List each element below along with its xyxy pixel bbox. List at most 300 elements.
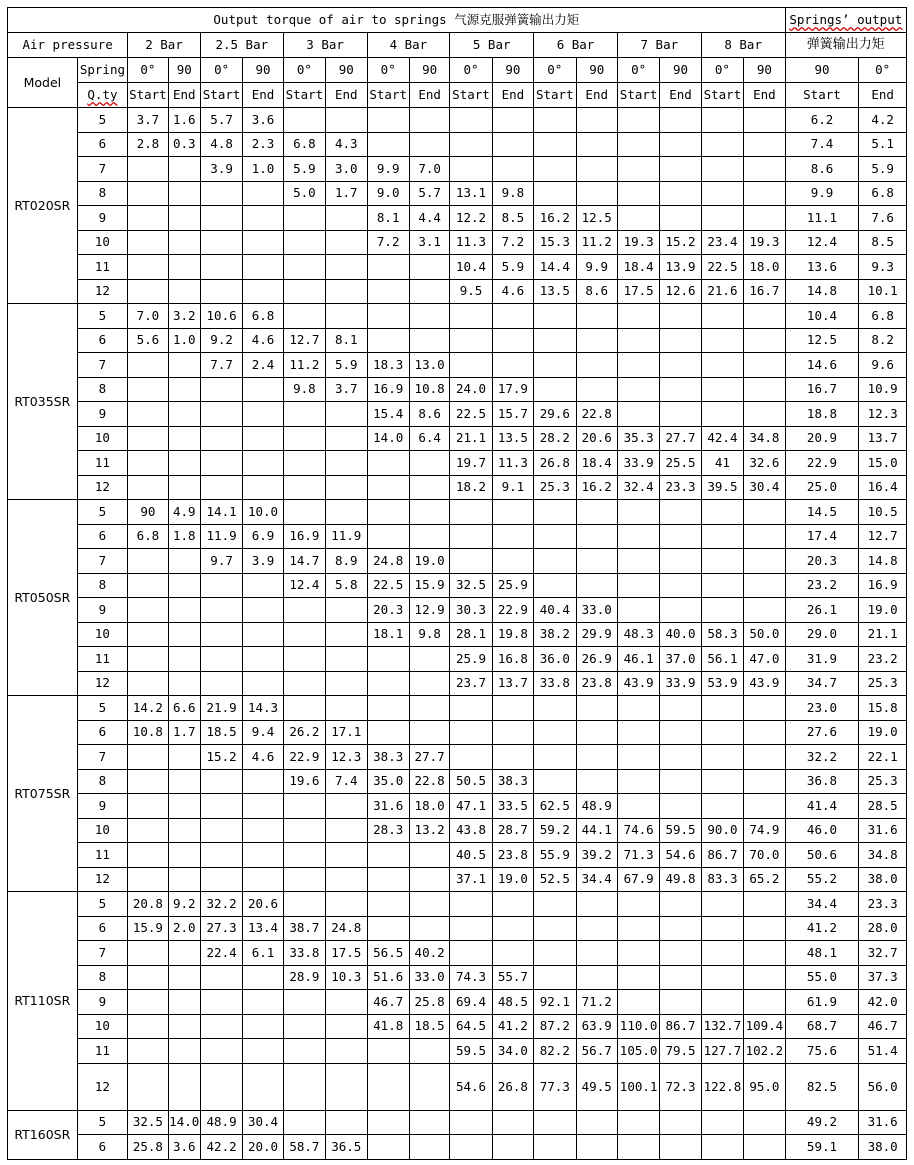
- torque-cell: 23.4: [701, 230, 743, 255]
- torque-cell: 26.8: [492, 1063, 533, 1110]
- torque-cell: [617, 500, 659, 525]
- torque-cell: 13.6: [785, 255, 859, 280]
- torque-cell: 16.8: [492, 647, 533, 672]
- torque-cell: [243, 402, 283, 427]
- torque-cell: 4.8: [200, 132, 242, 157]
- torque-cell: 22.8: [409, 769, 449, 794]
- torque-cell: [200, 990, 242, 1015]
- spring-qty-cell: 6: [77, 720, 128, 745]
- deg90-header: 90: [243, 58, 283, 83]
- torque-cell: 6.6: [168, 696, 200, 721]
- torque-cell: [450, 328, 492, 353]
- torque-cell: [168, 843, 200, 868]
- torque-cell: 14.0: [367, 426, 409, 451]
- torque-cell: 13.4: [243, 916, 283, 941]
- torque-cell: [534, 500, 576, 525]
- torque-cell: [243, 647, 283, 672]
- torque-cell: [534, 304, 576, 329]
- start-header: Start: [701, 83, 743, 108]
- torque-cell: [200, 671, 242, 696]
- torque-cell: [450, 892, 492, 917]
- torque-cell: 6.9: [243, 524, 283, 549]
- torque-cell: [617, 696, 659, 721]
- torque-cell: 29.0: [785, 622, 859, 647]
- torque-cell: 18.8: [785, 402, 859, 427]
- torque-cell: 67.9: [617, 867, 659, 892]
- torque-cell: 49.5: [576, 1063, 617, 1110]
- deg0-header: 0°: [200, 58, 242, 83]
- torque-cell: 3.0: [326, 157, 367, 182]
- torque-cell: [617, 745, 659, 770]
- torque-cell: [326, 230, 367, 255]
- torque-cell: 43.8: [450, 818, 492, 843]
- torque-cell: 34.4: [576, 867, 617, 892]
- torque-cell: [744, 892, 785, 917]
- torque-cell: [283, 451, 325, 476]
- table-row: [8, 255, 907, 280]
- torque-cell: 6.8: [283, 132, 325, 157]
- torque-cell: [243, 230, 283, 255]
- torque-cell: 11.1: [785, 206, 859, 231]
- torque-cell: 9.8: [409, 622, 449, 647]
- torque-cell: 12.5: [785, 328, 859, 353]
- table-row: [8, 328, 907, 353]
- table-row: [8, 353, 907, 378]
- torque-cell: 10.4: [450, 255, 492, 280]
- torque-cell: 33.8: [283, 941, 325, 966]
- torque-cell: [326, 255, 367, 280]
- torque-cell: [128, 426, 168, 451]
- torque-cell: 21.9: [200, 696, 242, 721]
- torque-cell: [168, 818, 200, 843]
- spring-deg-header: 90: [785, 58, 859, 83]
- torque-cell: [168, 353, 200, 378]
- torque-cell: 71.3: [617, 843, 659, 868]
- torque-cell: 19.0: [492, 867, 533, 892]
- end-header: End: [744, 83, 785, 108]
- torque-cell: 19.0: [409, 549, 449, 574]
- torque-cell: 16.9: [283, 524, 325, 549]
- torque-cell: [534, 720, 576, 745]
- torque-cell: [168, 1063, 200, 1110]
- torque-cell: [617, 573, 659, 598]
- torque-cell: [128, 867, 168, 892]
- torque-cell: 31.6: [859, 1110, 907, 1135]
- torque-cell: [168, 181, 200, 206]
- torque-cell: 42.2: [200, 1135, 242, 1160]
- torque-cell: [660, 402, 701, 427]
- torque-cell: 44.1: [576, 818, 617, 843]
- torque-cell: 29.6: [534, 402, 576, 427]
- torque-cell: 9.1: [492, 475, 533, 500]
- torque-cell: [744, 696, 785, 721]
- torque-cell: 90.0: [701, 818, 743, 843]
- torque-cell: [660, 794, 701, 819]
- torque-cell: 6.8: [859, 181, 907, 206]
- torque-cell: [492, 1110, 533, 1135]
- torque-cell: [128, 965, 168, 990]
- torque-cell: 10.1: [859, 279, 907, 304]
- torque-cell: [660, 206, 701, 231]
- torque-cell: [617, 916, 659, 941]
- torque-cell: [326, 843, 367, 868]
- spring-qty-cell: 10: [77, 426, 128, 451]
- torque-cell: [200, 181, 242, 206]
- torque-cell: [744, 965, 785, 990]
- table-row: [8, 622, 907, 647]
- torque-cell: 26.8: [534, 451, 576, 476]
- torque-cell: 11.9: [326, 524, 367, 549]
- torque-cell: 64.5: [450, 1014, 492, 1039]
- torque-cell: [128, 843, 168, 868]
- torque-cell: 48.5: [492, 990, 533, 1015]
- torque-cell: [617, 524, 659, 549]
- torque-cell: 22.5: [701, 255, 743, 280]
- torque-cell: 36.8: [785, 769, 859, 794]
- torque-cell: 12.5: [576, 206, 617, 231]
- torque-cell: [534, 745, 576, 770]
- torque-cell: [701, 916, 743, 941]
- spring-qty-cell: 6: [77, 916, 128, 941]
- torque-cell: [409, 475, 449, 500]
- torque-cell: [701, 1135, 743, 1160]
- torque-cell: 8.1: [367, 206, 409, 231]
- torque-cell: 40.0: [660, 622, 701, 647]
- torque-cell: [367, 1063, 409, 1110]
- torque-cell: 30.4: [744, 475, 785, 500]
- torque-cell: [367, 1110, 409, 1135]
- torque-cell: 22.9: [785, 451, 859, 476]
- torque-cell: 1.7: [326, 181, 367, 206]
- torque-cell: [168, 279, 200, 304]
- table-row: [8, 475, 907, 500]
- torque-cell: [660, 916, 701, 941]
- torque-cell: [200, 867, 242, 892]
- torque-cell: [744, 916, 785, 941]
- torque-cell: 8.5: [492, 206, 533, 231]
- torque-cell: [200, 647, 242, 672]
- torque-cell: 12.9: [409, 598, 449, 623]
- torque-cell: [243, 990, 283, 1015]
- torque-cell: [744, 794, 785, 819]
- torque-cell: [243, 671, 283, 696]
- torque-cell: 25.0: [785, 475, 859, 500]
- torque-cell: [660, 965, 701, 990]
- spring-qty-cell: 9: [77, 794, 128, 819]
- torque-cell: [576, 524, 617, 549]
- torque-cell: [744, 108, 785, 133]
- torque-cell: 12.2: [450, 206, 492, 231]
- torque-cell: [367, 132, 409, 157]
- torque-cell: 9.9: [576, 255, 617, 280]
- torque-cell: 48.3: [617, 622, 659, 647]
- torque-cell: 38.0: [859, 1135, 907, 1160]
- torque-cell: [409, 1039, 449, 1064]
- torque-cell: [128, 671, 168, 696]
- torque-cell: 7.0: [409, 157, 449, 182]
- table-row: [8, 1014, 907, 1039]
- torque-cell: [701, 328, 743, 353]
- torque-cell: 36.5: [326, 1135, 367, 1160]
- torque-cell: [243, 377, 283, 402]
- end-header: End: [409, 83, 449, 108]
- torque-cell: 1.6: [168, 108, 200, 133]
- pressure-header: 5 Bar: [450, 33, 534, 58]
- torque-cell: 1.0: [243, 157, 283, 182]
- torque-cell: [534, 353, 576, 378]
- torque-cell: 2.4: [243, 353, 283, 378]
- torque-cell: [128, 598, 168, 623]
- torque-cell: [744, 402, 785, 427]
- torque-cell: [200, 1039, 242, 1064]
- torque-cell: 3.9: [200, 157, 242, 182]
- torque-cell: 28.5: [859, 794, 907, 819]
- torque-cell: [168, 451, 200, 476]
- torque-cell: 23.0: [785, 696, 859, 721]
- torque-cell: 17.5: [617, 279, 659, 304]
- torque-cell: 6.8: [128, 524, 168, 549]
- torque-cell: 19.7: [450, 451, 492, 476]
- torque-cell: 19.8: [492, 622, 533, 647]
- table-row: [8, 843, 907, 868]
- spring-qty-cell: 11: [77, 843, 128, 868]
- torque-cell: 28.1: [450, 622, 492, 647]
- torque-cell: [744, 573, 785, 598]
- torque-cell: 12.6: [660, 279, 701, 304]
- torque-cell: 54.6: [660, 843, 701, 868]
- torque-cell: 7.2: [367, 230, 409, 255]
- model-name: RT160SR: [8, 1110, 78, 1159]
- torque-cell: [283, 255, 325, 280]
- torque-cell: 6.1: [243, 941, 283, 966]
- torque-cell: [409, 892, 449, 917]
- torque-cell: [326, 794, 367, 819]
- torque-cell: [243, 255, 283, 280]
- table-row: [8, 108, 907, 133]
- torque-cell: 14.5: [785, 500, 859, 525]
- torque-cell: [660, 598, 701, 623]
- torque-cell: [701, 304, 743, 329]
- torque-cell: [744, 941, 785, 966]
- torque-cell: [701, 720, 743, 745]
- torque-cell: 15.9: [128, 916, 168, 941]
- model-name: RT075SR: [8, 696, 78, 892]
- torque-cell: 12.7: [859, 524, 907, 549]
- torque-cell: 5.9: [283, 157, 325, 182]
- torque-cell: [128, 622, 168, 647]
- torque-cell: [617, 157, 659, 182]
- torque-cell: [617, 794, 659, 819]
- torque-cell: [701, 941, 743, 966]
- torque-cell: 16.9: [859, 573, 907, 598]
- torque-cell: 28.2: [534, 426, 576, 451]
- torque-cell: [617, 304, 659, 329]
- torque-cell: [701, 990, 743, 1015]
- spring-qty-cell: 6: [77, 1135, 128, 1160]
- torque-cell: [128, 475, 168, 500]
- torque-cell: [450, 157, 492, 182]
- torque-cell: 127.7: [701, 1039, 743, 1064]
- torque-cell: 3.7: [326, 377, 367, 402]
- torque-cell: [168, 769, 200, 794]
- torque-cell: [168, 941, 200, 966]
- end-header: End: [168, 83, 200, 108]
- torque-cell: 8.5: [859, 230, 907, 255]
- table-row: [8, 304, 907, 329]
- torque-cell: 1.0: [168, 328, 200, 353]
- torque-cell: [326, 475, 367, 500]
- torque-cell: 16.7: [785, 377, 859, 402]
- torque-cell: 22.9: [492, 598, 533, 623]
- torque-cell: [128, 279, 168, 304]
- torque-cell: [283, 990, 325, 1015]
- torque-cell: [200, 402, 242, 427]
- torque-cell: 10.8: [409, 377, 449, 402]
- torque-cell: 41.2: [492, 1014, 533, 1039]
- torque-cell: 3.6: [243, 108, 283, 133]
- torque-cell: [701, 696, 743, 721]
- end-header: End: [660, 83, 701, 108]
- torque-cell: 74.9: [744, 818, 785, 843]
- torque-cell: 70.0: [744, 843, 785, 868]
- torque-cell: 23.7: [450, 671, 492, 696]
- torque-cell: [200, 377, 242, 402]
- torque-cell: [701, 598, 743, 623]
- torque-cell: [450, 696, 492, 721]
- torque-cell: [200, 843, 242, 868]
- torque-cell: 38.2: [534, 622, 576, 647]
- deg90-header: 90: [326, 58, 367, 83]
- torque-cell: [367, 720, 409, 745]
- torque-cell: [660, 720, 701, 745]
- pressure-header: 2.5 Bar: [200, 33, 283, 58]
- torque-cell: 46.7: [367, 990, 409, 1015]
- spring-qty-header-2: Q.ty: [77, 83, 128, 108]
- torque-cell: [168, 671, 200, 696]
- torque-cell: [576, 916, 617, 941]
- torque-cell: [576, 328, 617, 353]
- torque-cell: 28.3: [367, 818, 409, 843]
- torque-cell: [492, 745, 533, 770]
- torque-cell: [326, 818, 367, 843]
- torque-cell: 32.5: [128, 1110, 168, 1135]
- torque-cell: [744, 377, 785, 402]
- torque-cell: [168, 573, 200, 598]
- torque-cell: 11.9: [200, 524, 242, 549]
- torque-cell: [450, 720, 492, 745]
- torque-cell: 28.0: [859, 916, 907, 941]
- torque-cell: [576, 745, 617, 770]
- torque-cell: 47.0: [744, 647, 785, 672]
- torque-cell: 35.3: [617, 426, 659, 451]
- torque-cell: [367, 451, 409, 476]
- torque-cell: [534, 941, 576, 966]
- torque-cell: 14.3: [243, 696, 283, 721]
- torque-cell: [243, 1039, 283, 1064]
- torque-cell: [168, 426, 200, 451]
- torque-cell: 83.3: [701, 867, 743, 892]
- torque-cell: [617, 402, 659, 427]
- torque-cell: 87.2: [534, 1014, 576, 1039]
- start-header: Start: [617, 83, 659, 108]
- torque-cell: [492, 353, 533, 378]
- torque-cell: [701, 402, 743, 427]
- torque-cell: [660, 941, 701, 966]
- torque-cell: 61.9: [785, 990, 859, 1015]
- spring-sub-header: End: [859, 83, 907, 108]
- torque-cell: [576, 157, 617, 182]
- torque-cell: [128, 647, 168, 672]
- torque-cell: 56.7: [576, 1039, 617, 1064]
- spring-qty-cell: 6: [77, 524, 128, 549]
- torque-cell: 32.7: [859, 941, 907, 966]
- torque-cell: [409, 279, 449, 304]
- torque-cell: [409, 843, 449, 868]
- torque-cell: [409, 720, 449, 745]
- torque-cell: [534, 1110, 576, 1135]
- table-row: [8, 157, 907, 182]
- torque-cell: 53.9: [701, 671, 743, 696]
- torque-cell: 7.0: [128, 304, 168, 329]
- spring-qty-cell: 7: [77, 941, 128, 966]
- torque-cell: [450, 524, 492, 549]
- torque-cell: 22.4: [200, 941, 242, 966]
- torque-cell: 36.0: [534, 647, 576, 672]
- torque-cell: 51.4: [859, 1039, 907, 1064]
- torque-cell: 8.6: [576, 279, 617, 304]
- spring-qty-cell: 7: [77, 549, 128, 574]
- spring-output-header: Springs’ output: [785, 8, 906, 33]
- torque-cell: [326, 696, 367, 721]
- torque-cell: 9.6: [859, 353, 907, 378]
- torque-cell: [492, 549, 533, 574]
- torque-cell: 17.4: [785, 524, 859, 549]
- torque-cell: 20.0: [243, 1135, 283, 1160]
- torque-cell: [283, 108, 325, 133]
- torque-cell: 15.2: [200, 745, 242, 770]
- torque-cell: 10.3: [326, 965, 367, 990]
- torque-cell: [409, 696, 449, 721]
- torque-cell: 11.2: [576, 230, 617, 255]
- torque-cell: 110.0: [617, 1014, 659, 1039]
- pressure-header: 3 Bar: [283, 33, 367, 58]
- torque-cell: 23.2: [859, 647, 907, 672]
- torque-cell: [367, 108, 409, 133]
- torque-table: [7, 7, 907, 1160]
- torque-cell: 65.2: [744, 867, 785, 892]
- torque-cell: [326, 598, 367, 623]
- spring-qty-cell: 5: [77, 1110, 128, 1135]
- torque-cell: [450, 132, 492, 157]
- torque-cell: [744, 328, 785, 353]
- spring-qty-cell: 5: [77, 108, 128, 133]
- torque-cell: [450, 549, 492, 574]
- torque-cell: 14.0: [168, 1110, 200, 1135]
- torque-cell: 24.0: [450, 377, 492, 402]
- torque-cell: 30.3: [450, 598, 492, 623]
- torque-cell: [243, 622, 283, 647]
- torque-cell: 21.1: [450, 426, 492, 451]
- deg0-header: 0°: [367, 58, 409, 83]
- torque-cell: [243, 818, 283, 843]
- torque-cell: [409, 1110, 449, 1135]
- torque-cell: [576, 181, 617, 206]
- pressure-header: 2 Bar: [128, 33, 201, 58]
- torque-cell: 18.0: [744, 255, 785, 280]
- torque-cell: 16.2: [576, 475, 617, 500]
- torque-cell: 25.3: [859, 769, 907, 794]
- torque-cell: 10.5: [859, 500, 907, 525]
